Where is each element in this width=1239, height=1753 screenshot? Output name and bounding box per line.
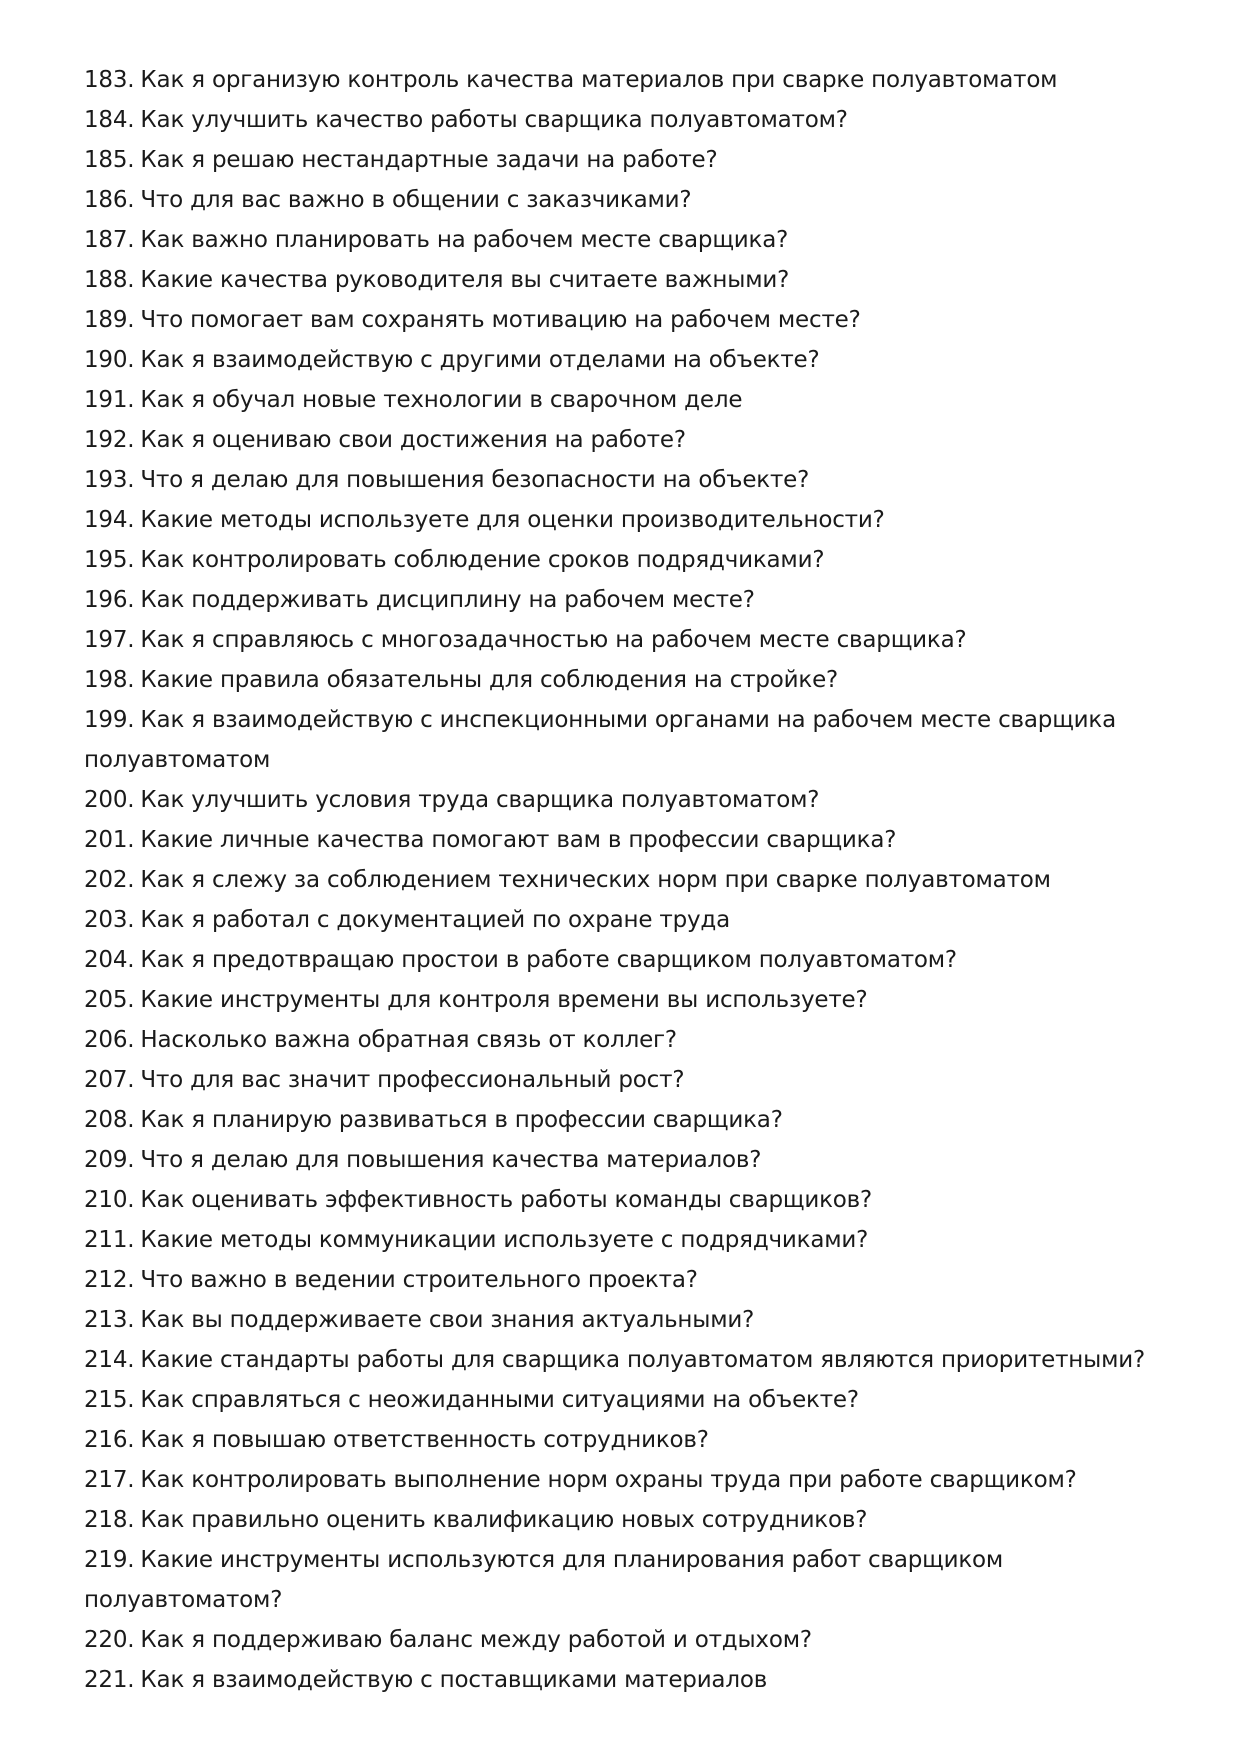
item-number: 217. — [84, 1467, 135, 1493]
item-number: 219. — [84, 1547, 135, 1573]
item-number: 183. — [84, 67, 135, 93]
item-number: 211. — [84, 1227, 135, 1253]
list-item — [84, 340, 1174, 380]
list-item — [84, 900, 1174, 940]
item-text: Что помогает вам сохранять мотивацию на рабочем месте? — [140, 307, 861, 333]
list-item — [84, 860, 1174, 900]
list-item — [84, 1340, 1174, 1380]
item-text: Как я справляюсь с многозадачностью на рабочем месте сварщика? — [140, 627, 967, 653]
item-text: Как я взаимодействую с инспекционными органами на рабочем месте сварщика полуавтоматом — [84, 707, 1116, 773]
list-item — [84, 1100, 1174, 1140]
list-item — [84, 1260, 1174, 1300]
item-text: Какие личные качества помогают вам в профессии сварщика? — [140, 827, 897, 853]
item-text: Что я делаю для повышения безопасности на объекте? — [140, 467, 810, 493]
item-text: Как важно планировать на рабочем месте сварщика? — [140, 227, 789, 253]
item-number: 198. — [84, 667, 135, 693]
list-item — [84, 180, 1174, 220]
list-item — [84, 620, 1174, 660]
item-number: 189. — [84, 307, 135, 333]
item-number: 201. — [84, 827, 135, 853]
item-text: Как я обучал новые технологии в сварочном деле — [140, 387, 743, 413]
item-number: 195. — [84, 547, 135, 573]
item-number: 215. — [84, 1387, 135, 1413]
item-text: Какие стандарты работы для сварщика полуавтоматом являются приоритетными? — [140, 1347, 1146, 1373]
list-item — [84, 460, 1174, 500]
list-item — [84, 1660, 1174, 1700]
item-text: Как я решаю нестандартные задачи на работе? — [140, 147, 718, 173]
item-number: 213. — [84, 1307, 135, 1333]
item-text: Как оценивать эффективность работы команды сварщиков? — [140, 1187, 873, 1213]
item-number: 203. — [84, 907, 135, 933]
item-text: Как я поддерживаю баланс между работой и отдыхом? — [140, 1627, 812, 1653]
list-item — [84, 1540, 1174, 1620]
item-text: Как я работал с документацией по охране труда — [140, 907, 731, 933]
item-number: 191. — [84, 387, 135, 413]
item-text: Как поддерживать дисциплину на рабочем месте? — [140, 587, 755, 613]
item-number: 188. — [84, 267, 135, 293]
list-item — [84, 980, 1174, 1020]
list-item — [84, 420, 1174, 460]
item-number: 194. — [84, 507, 135, 533]
item-number: 214. — [84, 1347, 135, 1373]
list-item — [84, 700, 1174, 780]
list-item — [84, 1460, 1174, 1500]
item-number: 197. — [84, 627, 135, 653]
item-text: Как контролировать соблюдение сроков подрядчиками? — [140, 547, 825, 573]
item-number: 184. — [84, 107, 135, 133]
list-item — [84, 260, 1174, 300]
item-number: 185. — [84, 147, 135, 173]
list-item — [84, 1020, 1174, 1060]
item-number: 187. — [84, 227, 135, 253]
item-text: Какие методы коммуникации используете с подрядчиками? — [140, 1227, 869, 1253]
item-text: Как правильно оценить квалификацию новых сотрудников? — [140, 1507, 868, 1533]
item-number: 209. — [84, 1147, 135, 1173]
item-number: 218. — [84, 1507, 135, 1533]
list-item — [84, 60, 1174, 100]
list-item — [84, 500, 1174, 540]
item-text: Какие инструменты для контроля времени вы используете? — [140, 987, 868, 1013]
list-item — [84, 1420, 1174, 1460]
item-text: Как контролировать выполнение норм охраны труда при работе сварщиком? — [140, 1467, 1077, 1493]
item-number: 208. — [84, 1107, 135, 1133]
question-list — [84, 60, 1174, 1700]
item-text: Как я планирую развиваться в профессии сварщика? — [140, 1107, 783, 1133]
item-text: Как улучшить качество работы сварщика полуавтоматом? — [140, 107, 848, 133]
list-item — [84, 660, 1174, 700]
item-number: 202. — [84, 867, 135, 893]
list-item — [84, 1300, 1174, 1340]
item-number: 206. — [84, 1027, 135, 1053]
list-item — [84, 580, 1174, 620]
item-text: Насколько важна обратная связь от коллег? — [140, 1027, 677, 1053]
item-number: 204. — [84, 947, 135, 973]
item-text: Что для вас важно в общении с заказчиками? — [140, 187, 692, 213]
item-number: 205. — [84, 987, 135, 1013]
item-text: Как я взаимодействую с поставщиками материалов — [140, 1667, 768, 1693]
item-text: Как я слежу за соблюдением технических норм при сварке полуавтоматом — [140, 867, 1051, 893]
item-text: Как я оцениваю свои достижения на работе? — [140, 427, 686, 453]
list-item — [84, 100, 1174, 140]
item-number: 200. — [84, 787, 135, 813]
item-text: Как справляться с неожиданными ситуациями на объекте? — [140, 1387, 859, 1413]
item-number: 207. — [84, 1067, 135, 1093]
item-text: Какие качества руководителя вы считаете важными? — [140, 267, 790, 293]
item-number: 212. — [84, 1267, 135, 1293]
list-item — [84, 140, 1174, 180]
list-item — [84, 1220, 1174, 1260]
list-item — [84, 540, 1174, 580]
item-text: Как я взаимодействую с другими отделами на объекте? — [140, 347, 820, 373]
item-number: 221. — [84, 1667, 135, 1693]
item-text: Как я организую контроль качества материалов при сварке полуавтоматом — [140, 67, 1058, 93]
item-text: Как я повышаю ответственность сотрудников? — [140, 1427, 709, 1453]
list-item — [84, 300, 1174, 340]
list-item — [84, 1140, 1174, 1180]
item-text: Что я делаю для повышения качества материалов? — [140, 1147, 762, 1173]
list-item — [84, 1500, 1174, 1540]
item-number: 190. — [84, 347, 135, 373]
item-number: 216. — [84, 1427, 135, 1453]
item-number: 186. — [84, 187, 135, 213]
list-item — [84, 220, 1174, 260]
list-item — [84, 1060, 1174, 1100]
item-number: 220. — [84, 1627, 135, 1653]
item-text: Как улучшить условия труда сварщика полуавтоматом? — [140, 787, 820, 813]
item-text: Как я предотвращаю простои в работе сварщиком полуавтоматом? — [140, 947, 957, 973]
item-text: Что важно в ведении строительного проекта? — [140, 1267, 698, 1293]
item-text: Какие методы используете для оценки производительности? — [140, 507, 885, 533]
item-number: 210. — [84, 1187, 135, 1213]
list-item — [84, 780, 1174, 820]
list-item — [84, 1380, 1174, 1420]
item-number: 192. — [84, 427, 135, 453]
list-item — [84, 820, 1174, 860]
item-number: 193. — [84, 467, 135, 493]
item-text: Как вы поддерживаете свои знания актуальными? — [140, 1307, 755, 1333]
item-text: Какие инструменты используются для планирования работ сварщиком полуавтоматом? — [84, 1547, 1004, 1613]
list-item — [84, 1620, 1174, 1660]
item-number: 199. — [84, 707, 135, 733]
list-item — [84, 940, 1174, 980]
list-item — [84, 1180, 1174, 1220]
item-number: 196. — [84, 587, 135, 613]
list-item — [84, 380, 1174, 420]
item-text: Что для вас значит профессиональный рост? — [140, 1067, 685, 1093]
item-text: Какие правила обязательны для соблюдения на стройке? — [140, 667, 839, 693]
